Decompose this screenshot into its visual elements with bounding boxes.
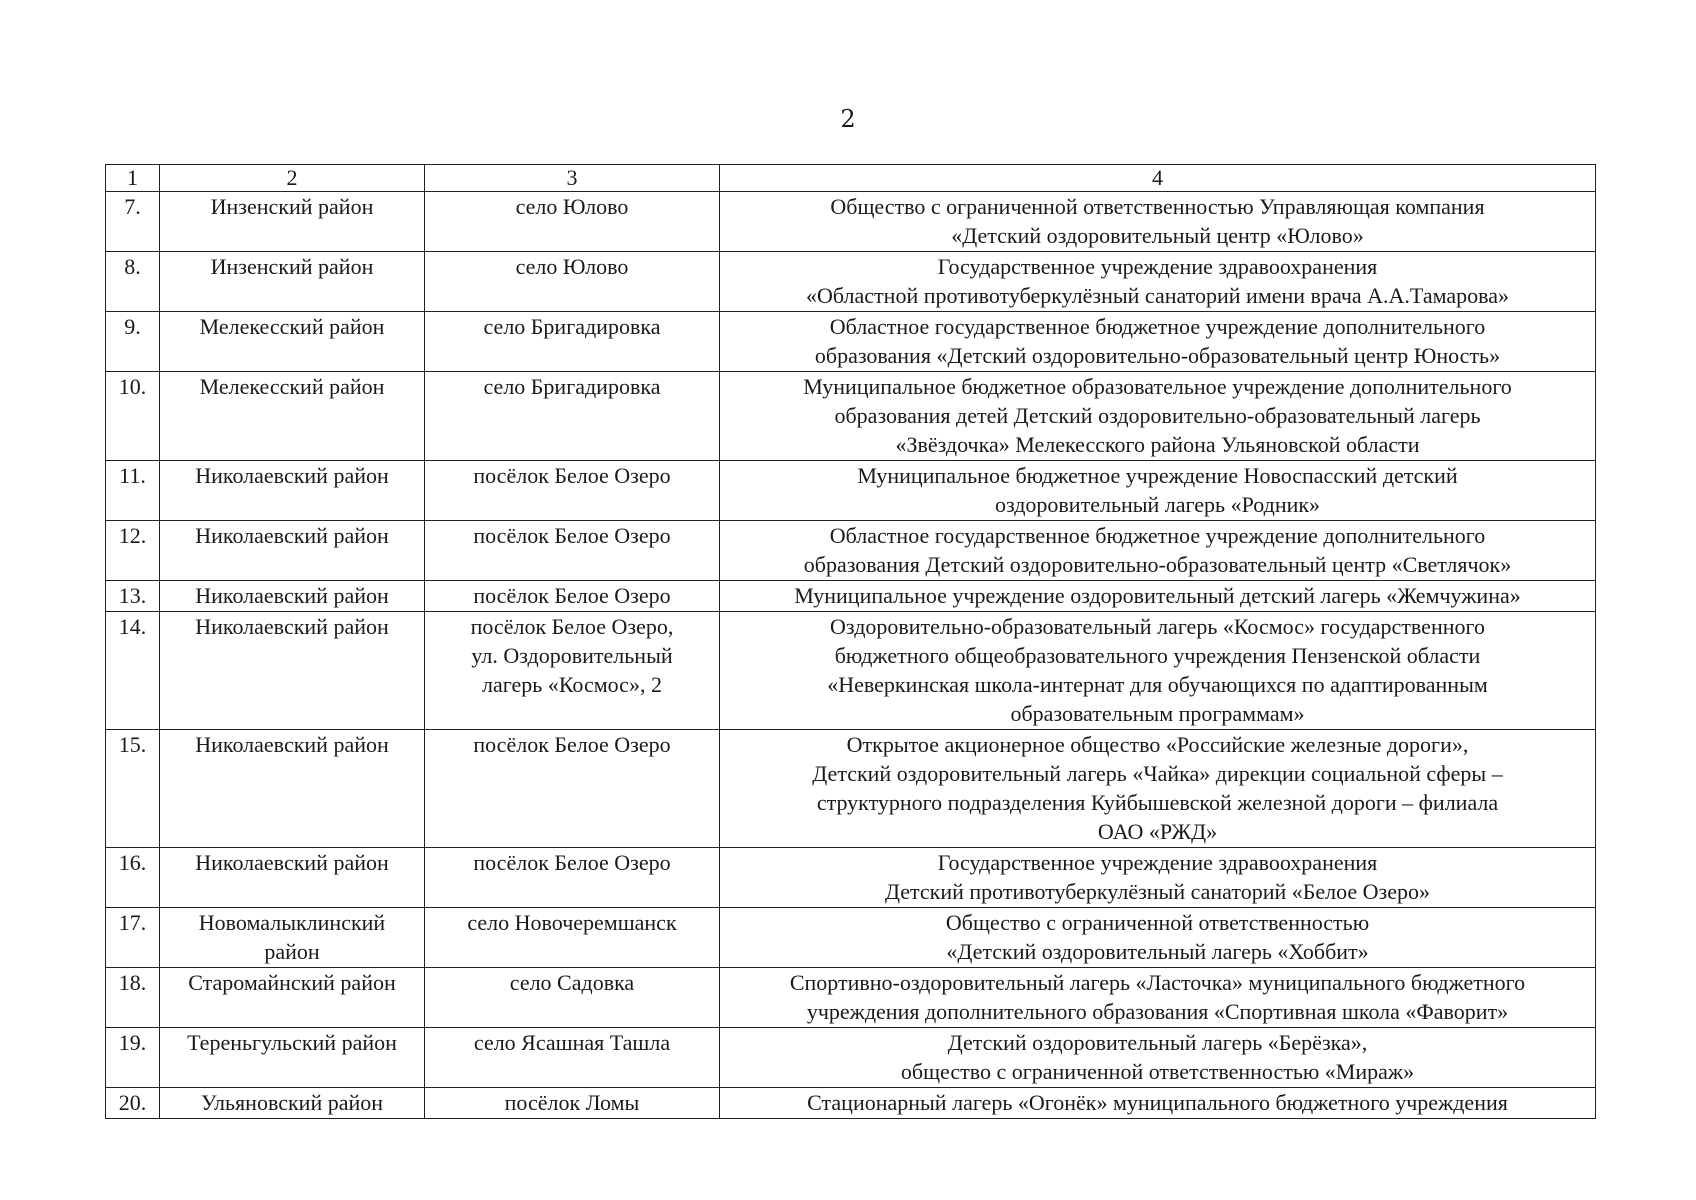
- organization-cell-line: бюджетного общеобразовательного учреждения Пензенской области: [834, 643, 1481, 668]
- table-row: [106, 372, 1596, 461]
- district-cell: [160, 312, 425, 372]
- locality-cell: [425, 968, 720, 1028]
- row-number: 20.: [106, 1088, 160, 1119]
- organization-cell-line: Общество с ограниченной ответственностью: [945, 910, 1370, 935]
- district-cell-line: Мелекесский район: [199, 374, 385, 399]
- organization-cell-line: «Детский оздоровительный лагерь «Хоббит»: [946, 939, 1369, 964]
- organization-cell-line: образования детей Детский оздоровительно-образовательный лагерь: [834, 403, 1481, 428]
- organization-cell-line: «Областной противотуберкулёзный санаторий имени врача А.А.Тамарова»: [806, 283, 1509, 308]
- locality-cell-line: посёлок Белое Озеро,: [470, 614, 674, 639]
- organization-cell-line: Детский противотуберкулёзный санаторий «Белое Озеро»: [884, 879, 1430, 904]
- table-row: [106, 252, 1596, 312]
- organization-cell: [720, 521, 1596, 581]
- table-row: [106, 581, 1596, 612]
- table-row: [106, 968, 1596, 1028]
- locality-cell: [425, 908, 720, 968]
- column-header-1: 1: [106, 165, 160, 192]
- organization-cell-line: Муниципальное учреждение оздоровительный детский лагерь «Жемчужина»: [794, 583, 1521, 608]
- locality-cell: [425, 1028, 720, 1088]
- table-header-row: [106, 165, 1596, 192]
- table-row: [106, 312, 1596, 372]
- column-header-2: 2: [160, 165, 425, 192]
- column-header-4: 4: [720, 165, 1596, 192]
- locality-cell: [425, 461, 720, 521]
- district-cell: [160, 730, 425, 848]
- table-row: [106, 612, 1596, 730]
- locality-cell: [425, 312, 720, 372]
- organization-cell: [720, 908, 1596, 968]
- organization-cell: [720, 372, 1596, 461]
- organization-cell: [720, 581, 1596, 612]
- district-cell-line: Тереньгульский район: [187, 1030, 397, 1055]
- organization-cell-line: Общество с ограниченной ответственностью Управляющая компания: [830, 194, 1485, 219]
- locality-cell: [425, 730, 720, 848]
- locality-cell: [425, 612, 720, 730]
- organization-cell: [720, 1088, 1596, 1119]
- row-number: 11.: [106, 461, 160, 521]
- organization-cell-line: Открытое акционерное общество «Российские железные дороги»,: [846, 732, 1469, 757]
- district-cell-line: Старомайнский район: [188, 970, 396, 995]
- locality-cell-line: посёлок Ломы: [504, 1090, 640, 1115]
- locality-cell-line: посёлок Белое Озеро: [473, 850, 671, 875]
- table-row: [106, 730, 1596, 848]
- district-cell-line: Николаевский район: [195, 583, 389, 608]
- row-number: 12.: [106, 521, 160, 581]
- organization-cell: [720, 612, 1596, 730]
- row-number: 8.: [106, 252, 160, 312]
- row-number: 19.: [106, 1028, 160, 1088]
- district-cell-line: Николаевский район: [195, 850, 389, 875]
- column-header-3: 3: [425, 165, 720, 192]
- district-cell: [160, 461, 425, 521]
- organization-cell-line: Государственное учреждение здравоохранения: [937, 850, 1378, 875]
- organization-cell: [720, 1028, 1596, 1088]
- locality-cell-line: ул. Оздоровительный: [471, 643, 673, 668]
- organization-cell-line: «Неверкинская школа-интернат для обучающихся по адаптированным: [827, 672, 1488, 697]
- district-cell: [160, 908, 425, 968]
- table-row: [106, 848, 1596, 908]
- organization-cell-line: Государственное учреждение здравоохранения: [937, 254, 1378, 279]
- district-cell: [160, 1088, 425, 1119]
- district-cell-line: Ульяновский район: [200, 1090, 384, 1115]
- organization-cell-line: образовательным программам»: [1010, 701, 1305, 726]
- locality-cell-line: село Ясашная Ташла: [473, 1030, 671, 1055]
- organization-cell-line: образования «Детский оздоровительно-образовательный центр Юность»: [814, 343, 1501, 368]
- district-cell: [160, 581, 425, 612]
- locality-cell: [425, 521, 720, 581]
- organization-cell-line: ОАО «РЖД»: [1097, 819, 1218, 844]
- organization-cell: [720, 192, 1596, 252]
- row-number: 16.: [106, 848, 160, 908]
- district-cell: [160, 192, 425, 252]
- table-row: [106, 461, 1596, 521]
- locality-cell: [425, 581, 720, 612]
- organization-cell-line: Детский оздоровительный лагерь «Берёзка»,: [947, 1030, 1368, 1055]
- district-cell: [160, 372, 425, 461]
- organization-cell-line: структурного подразделения Куйбышевской железной дороги – филиала: [816, 790, 1499, 815]
- organization-cell: [720, 848, 1596, 908]
- district-cell-line: Николаевский район: [195, 614, 389, 639]
- organization-cell: [720, 730, 1596, 848]
- district-cell-line: Новомалыклинский: [198, 910, 386, 935]
- district-cell: [160, 968, 425, 1028]
- row-number: 13.: [106, 581, 160, 612]
- organization-cell-line: Областное государственное бюджетное учреждение дополнительного: [829, 314, 1486, 339]
- organization-cell-line: «Звёздочка» Мелекесского района Ульяновской области: [895, 432, 1420, 457]
- row-number: 7.: [106, 192, 160, 252]
- organization-cell: [720, 461, 1596, 521]
- locality-cell: [425, 252, 720, 312]
- locality-cell: [425, 1088, 720, 1119]
- locality-cell: [425, 848, 720, 908]
- organization-cell-line: образования Детский оздоровительно-образовательный центр «Светлячок»: [803, 552, 1512, 577]
- organization-cell-line: учреждения дополнительного образования «Спортивная школа «Фаворит»: [806, 999, 1509, 1024]
- organization-cell-line: Стационарный лагерь «Огонёк» муниципального бюджетного учреждения: [807, 1090, 1508, 1115]
- organization-cell-line: Детский оздоровительный лагерь «Чайка» дирекции социальной сферы –: [812, 761, 1503, 786]
- organization-cell-line: Муниципальное бюджетное образовательное учреждение дополнительного: [803, 374, 1512, 399]
- organization-cell-line: Спортивно-оздоровительный лагерь «Ласточка» муниципального бюджетного: [789, 970, 1526, 995]
- district-cell-line: Николаевский район: [195, 463, 389, 488]
- district-cell-line: Мелекесский район: [199, 314, 385, 339]
- locality-cell: [425, 372, 720, 461]
- locality-cell-line: село Бригадировка: [483, 374, 661, 399]
- district-cell-line: Инзенский район: [210, 254, 374, 279]
- organization-cell-line: общество с ограниченной ответственностью «Мираж»: [900, 1059, 1415, 1084]
- table-row: [106, 1088, 1596, 1119]
- table-row: [106, 1028, 1596, 1088]
- locality-cell: [425, 192, 720, 252]
- table-row: [106, 908, 1596, 968]
- organization-cell: [720, 252, 1596, 312]
- row-number: 9.: [106, 312, 160, 372]
- district-cell: [160, 252, 425, 312]
- district-cell: [160, 612, 425, 730]
- district-cell-line: Инзенский район: [210, 194, 374, 219]
- row-number: 18.: [106, 968, 160, 1028]
- row-number: 17.: [106, 908, 160, 968]
- organization-cell-line: «Детский оздоровительный центр «Юлово»: [951, 223, 1364, 248]
- locality-cell-line: посёлок Белое Озеро: [473, 732, 671, 757]
- district-cell: [160, 848, 425, 908]
- district-cell-line: Николаевский район: [195, 523, 389, 548]
- district-cell-line: район: [264, 939, 320, 964]
- row-number: 10.: [106, 372, 160, 461]
- locality-cell-line: посёлок Белое Озеро: [473, 523, 671, 548]
- organization-cell: [720, 312, 1596, 372]
- table-row: [106, 192, 1596, 252]
- locality-cell-line: лагерь «Космос», 2: [482, 672, 662, 697]
- table-row: [106, 521, 1596, 581]
- district-cell-line: Николаевский район: [195, 732, 389, 757]
- locality-cell-line: посёлок Белое Озеро: [473, 463, 671, 488]
- page-number: 2: [840, 105, 856, 133]
- organization-cell-line: оздоровительный лагерь «Родник»: [994, 492, 1321, 517]
- organization-cell-line: Оздоровительно-образовательный лагерь «Космос» государственного: [830, 614, 1485, 639]
- organization-cell-line: Муниципальное бюджетное учреждение Новоспасский детский: [857, 463, 1458, 488]
- locality-cell-line: село Бригадировка: [483, 314, 661, 339]
- row-number: 15.: [106, 730, 160, 848]
- district-cell: [160, 1028, 425, 1088]
- locality-cell-line: село Юлово: [515, 194, 629, 219]
- locality-cell-line: посёлок Белое Озеро: [473, 583, 671, 608]
- organization-cell-line: Областное государственное бюджетное учреждение дополнительного: [829, 523, 1486, 548]
- locality-cell-line: село Юлово: [515, 254, 629, 279]
- district-cell: [160, 521, 425, 581]
- organization-cell: [720, 968, 1596, 1028]
- locality-cell-line: село Новочеремшанск: [467, 910, 677, 935]
- row-number: 14.: [106, 612, 160, 730]
- locality-cell-line: село Садовка: [509, 970, 635, 995]
- camps-table: [105, 164, 1596, 1119]
